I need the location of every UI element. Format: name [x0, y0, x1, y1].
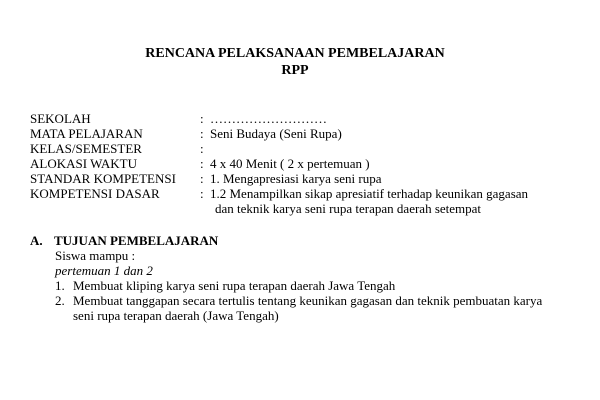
- identity-label: ALOKASI WAKTU: [30, 156, 138, 171]
- document-subtitle: RPP: [281, 63, 309, 78]
- identity-row-standar-kompetensi: [30, 171, 590, 186]
- identity-value: 1.2 Menampilkan sikap apresiatif terhadap keunikan gagasan: [210, 186, 529, 201]
- section-title: TUJUAN PEMBELAJARAN: [54, 233, 219, 248]
- meeting-label: pertemuan 1 dan 2: [55, 263, 153, 278]
- identity-colon: :: [200, 111, 204, 126]
- list-item-text-continuation: seni rupa terapan daerah (Jawa Tengah): [73, 308, 279, 323]
- identity-colon: :: [200, 156, 204, 171]
- identity-row-alokasi-waktu: [30, 156, 590, 171]
- document-title: RENCANA PELAKSANAAN PEMBELAJARAN: [145, 46, 445, 61]
- identity-row-sekolah: [30, 111, 590, 126]
- identity-label: KOMPETENSI DASAR: [30, 186, 160, 201]
- identity-row-kompetensi-dasar-continuation: [30, 201, 590, 216]
- identity-row-mata-pelajaran: [30, 126, 590, 141]
- identity-colon: :: [200, 186, 204, 201]
- list-item-number: 1.: [55, 278, 65, 293]
- list-item-number: 2.: [55, 293, 65, 308]
- list-item: [55, 278, 595, 293]
- list-item: [55, 293, 595, 323]
- identity-colon: :: [200, 171, 204, 186]
- identity-row-kompetensi-dasar: [30, 186, 590, 201]
- identity-value: 4 x 40 Menit ( 2 x pertemuan ): [210, 156, 370, 171]
- identity-colon: :: [200, 141, 204, 156]
- identity-table: [30, 111, 590, 216]
- identity-label: SEKOLAH: [30, 111, 91, 126]
- section-intro: Siswa mampu :: [55, 248, 136, 263]
- identity-value: 1. Mengapresiasi karya seni rupa: [210, 171, 382, 186]
- identity-value-continuation: dan teknik karya seni rupa terapan daerah setempat: [215, 201, 482, 216]
- identity-row-kelas-semester: [30, 141, 590, 156]
- list-item-text: Membuat tanggapan secara tertulis tentang keunikan gagasan dan teknik pembuatan karya: [73, 293, 543, 308]
- identity-colon: :: [200, 126, 204, 141]
- identity-value: Seni Budaya (Seni Rupa): [210, 126, 342, 141]
- identity-label: MATA PELAJARAN: [30, 126, 143, 141]
- objectives-list: [55, 278, 595, 323]
- identity-value: ………………………: [210, 111, 327, 126]
- identity-label: KELAS/SEMESTER: [30, 141, 142, 156]
- list-item-text: Membuat kliping karya seni rupa terapan daerah Jawa Tengah: [73, 278, 396, 293]
- identity-label: STANDAR KOMPETENSI: [30, 171, 176, 186]
- section-number: A.: [30, 233, 43, 248]
